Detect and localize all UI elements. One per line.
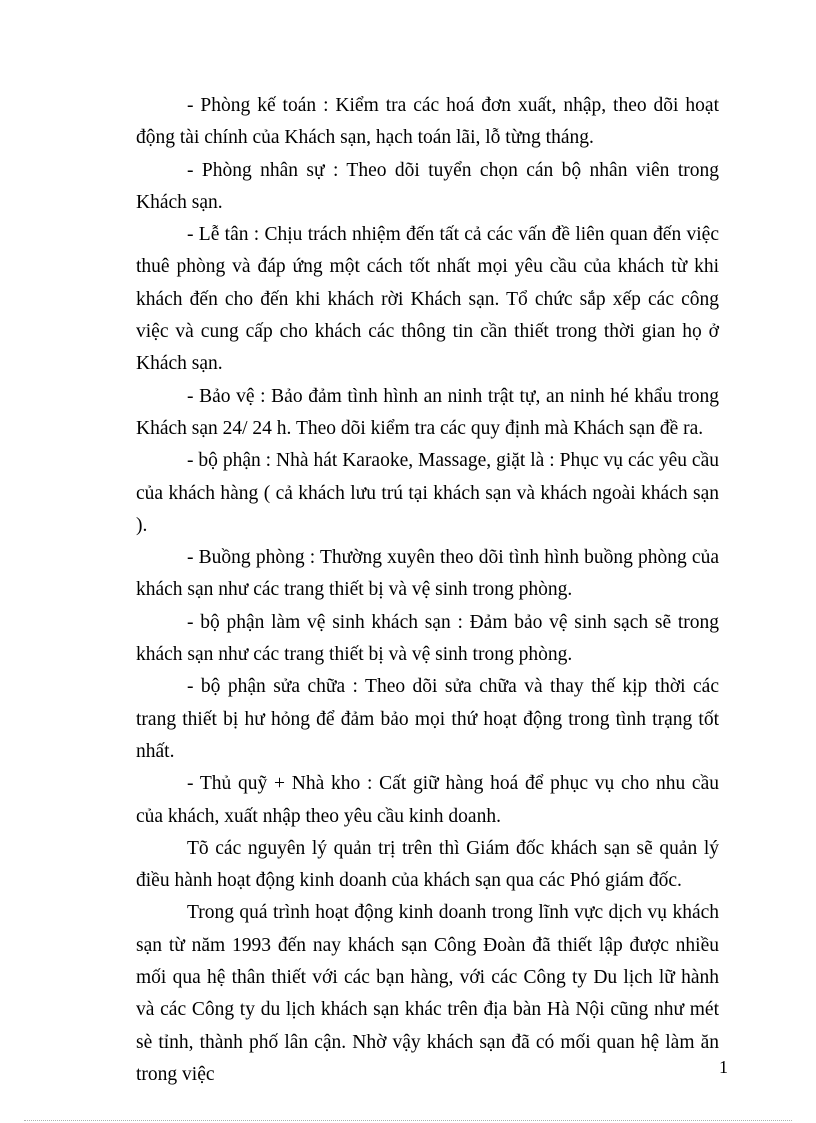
- paragraph-maintenance: - bộ phận sửa chữa : Theo dõi sửa chữa và thay thế kịp thời các trang thiết bị hư hỏng để đảm bảo mọi thứ hoạt động trong tình trạng tốt nhất.: [136, 676, 719, 762]
- page-number: 1: [719, 1057, 728, 1077]
- paragraph-accounting: - Phòng kế toán : Kiểm tra các hoá đơn xuất, nhập, theo dõi hoạt động tài chính của Khách sạn, hạch toán lãi, lỗ từng tháng.: [136, 95, 719, 149]
- paragraph-cleaning: - bộ phận làm vệ sinh khách sạn : Đảm bảo vệ sinh sạch sẽ trong khách sạn như các trang thiết bị và vệ sinh trong phòng.: [136, 611, 719, 666]
- body-text: [136, 90, 719, 1091]
- paragraph-treasury-warehouse: - Thủ quỹ + Nhà kho : Cất giữ hàng hoá để phục vụ cho nhu cầu của khách, xuất nhập theo yêu cầu kinh doanh.: [136, 773, 719, 827]
- paragraph-reception: - Lễ tân : Chịu trách nhiệm đến tất cả các vấn đề liên quan đến việc thuê phòng và đáp ứng một cách tốt nhất mọi yêu cầu của khách từ khi khách đến cho đến khi khách rời Khách sạn. Tổ chức sắp xếp các công việc và cung cấp cho khách các thông tin cần thiết trong thời gian họ ở Khách sạn.: [136, 224, 719, 375]
- paragraph-security: - Bảo vệ : Bảo đảm tình hình an ninh trật tự, an ninh hé khẩu trong Khách sạn 24/ 24 h. Theo dõi kiểm tra các quy định mà Khách sạn đề ra.: [136, 385, 719, 439]
- page-bottom-divider: [24, 1120, 792, 1121]
- paragraph-entertainment: - bộ phận : Nhà hát Karaoke, Massage, giặt là : Phục vụ các yêu cầu của khách hàng ( cả khách lưu trú tại khách sạn và khách ngoài khách sạn ).: [136, 450, 719, 536]
- paragraph-housekeeping: - Buồng phòng : Thường xuyên theo dõi tình hình buồng phòng của khách sạn như các trang thiết bị và vệ sinh trong phòng.: [136, 547, 719, 601]
- paragraph-personnel: - Phòng nhân sự : Theo dõi tuyển chọn cán bộ nhân viên trong Khách sạn.: [136, 159, 719, 213]
- paragraph-management: Tõ các nguyên lý quản trị trên thì Giám đốc khách sạn sẽ quản lý điều hành hoạt động kinh doanh của khách sạn qua các Phó giám đốc.: [136, 837, 719, 892]
- paragraph-business-relations: Trong quá trình hoạt động kinh doanh trong lĩnh vực dịch vụ khách sạn từ năm 1993 đến nay khách sạn Công Đoàn đã thiết lập được nhiều mối qua hệ thân thiết với các bạn hàng, với các Công ty Du lịch lữ hành và các Công ty du lịch khách sạn khác trên địa bàn Hà Nội cũng như mét sè tỉnh, thành phố lân cận. Nhờ vậy khách sạn đã có mối quan hệ làm ăn trong việc: [136, 902, 719, 1085]
